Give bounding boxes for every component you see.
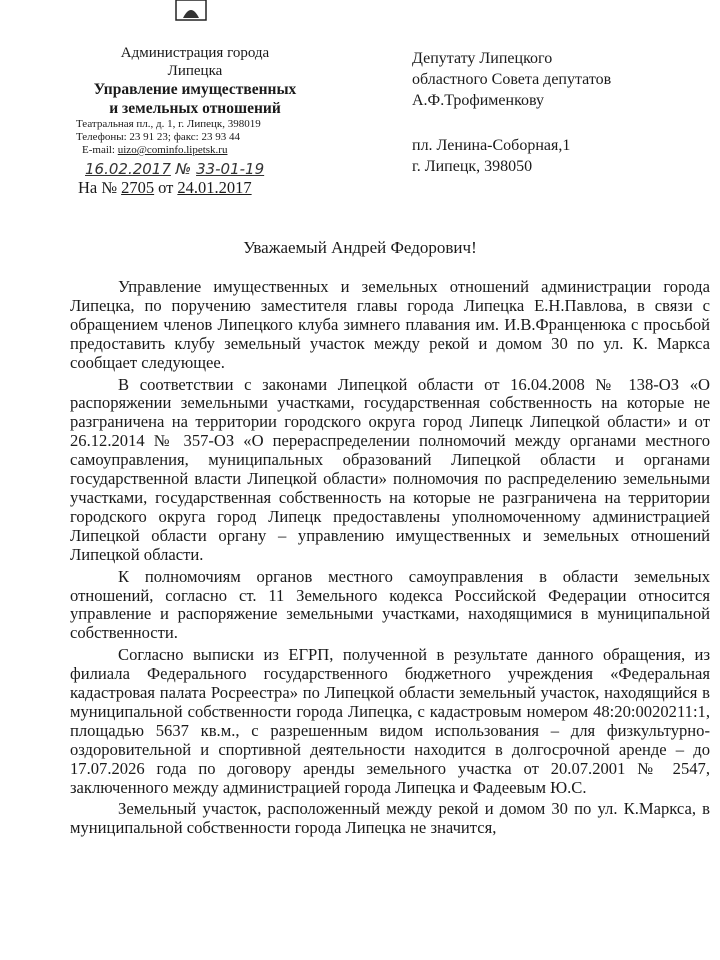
letter-body (70, 278, 710, 841)
handwritten-date: 16.02.2017 (85, 160, 171, 178)
paragraph-1: Управление имущественных и земельных отношений администрации города Липецка, по поручению заместителя главы города Липецка Е.Н.Павлова, в связи с обращением членов Липецкого клуба зимнего плавания им. И.В.Франценюка с просьбой предоставить клубу земельный участок между рекой и домом 30 по ул. К. Маркса сообщает следующее. (70, 277, 710, 372)
sender-dept-line2: и земельных отношений (109, 100, 281, 117)
recipient-line1: Депутату Липецкого (412, 50, 553, 67)
coat-of-arms-icon (173, 0, 209, 22)
ref-prefix: На № (78, 178, 118, 197)
recipient-address1: пл. Ленина-Соборная,1 (412, 137, 571, 154)
recipient-line2: областного Совета депутатов (412, 71, 612, 88)
email-label: E-mail: (82, 144, 118, 156)
ref-number: 2705 (121, 178, 155, 197)
sender-block (60, 44, 330, 157)
sender-phones: Телефоны: 23 91 23; факс: 23 93 44 (76, 131, 240, 143)
salutation: Уважаемый Андрей Федорович! (243, 238, 477, 257)
handwritten-number: 33-01-19 (196, 160, 265, 178)
number-label: № (175, 160, 192, 178)
recipient-address2: г. Липецк, 398050 (412, 158, 533, 175)
sender-org-line1: Администрация города (120, 45, 270, 61)
recipient-line3: А.Ф.Трофименкову (412, 92, 545, 109)
recipient-block (412, 48, 712, 177)
paragraph-3: К полномочиям органов местного самоуправления в области земельных отношений, согласно ст. 11 Земельного кодекса Российской Федерации относится управление и распоряжение земельными участками, находящимися в муниципальной собственности. (70, 566, 710, 643)
handwritten-registration (85, 160, 264, 178)
paragraph-4: Согласно выписки из ЕГРП, полученной в результате данного обращения, из филиала Федерального государственного бюджетного учреждения «Федеральная кадастровая палата Росреестра» по Липецкой области земельный участок, находящийся в муниципальной собственности города Липецка, с кадастровым номером 48:20:0020211:1, площадью 5637 кв.м., с разрешенным видом использования – для физкультурно-оздоровительной и спортивной деятельности находится в долгосрочной аренде – до 17.07.2026 года по договору аренды земельного участка от 20.07.2001 № 2547, заключенного между администрацией города Липецка и Фадеевым Ю.С. (70, 645, 710, 797)
sender-email-link[interactable]: uizo@cominfo.lipetsk.ru (117, 144, 228, 156)
paragraph-2: В соответствии с законами Липецкой области от 16.04.2008 № 138-ОЗ «О распоряжении земельными участками, государственная собственность на которые не разграничена на территории городского округа город Липецк Липецкой области» и от 26.12.2014 № 357-ОЗ «О перераспределении полномочий между органами местного самоуправления, муниципальных образований Липецкой области и органами государственной власти Липецкой области» полномочия по распределению земельными участками, государственная собственность на которые не разграничена на территории городского округа город Липецк предоставлены уполномоченному администрацией Липецкой области органу – управлению имущественных и земельных отношений Липецкой области. (70, 374, 710, 564)
sender-org-line2: Липецка (167, 63, 223, 79)
sender-address: Театральная пл., д. 1, г. Липецк, 398019 (76, 118, 261, 130)
sender-dept-line1: Управление имущественных (93, 81, 297, 98)
paragraph-5: Земельный участок, расположенный между рекой и домом 30 по ул. К.Маркса, в муниципальной собственности города Липецка не значится, (70, 799, 710, 838)
ref-date: 24.01.2017 (177, 178, 252, 197)
ref-from: от (158, 178, 174, 197)
reference-line (78, 178, 256, 198)
sender-email-line (60, 144, 330, 157)
